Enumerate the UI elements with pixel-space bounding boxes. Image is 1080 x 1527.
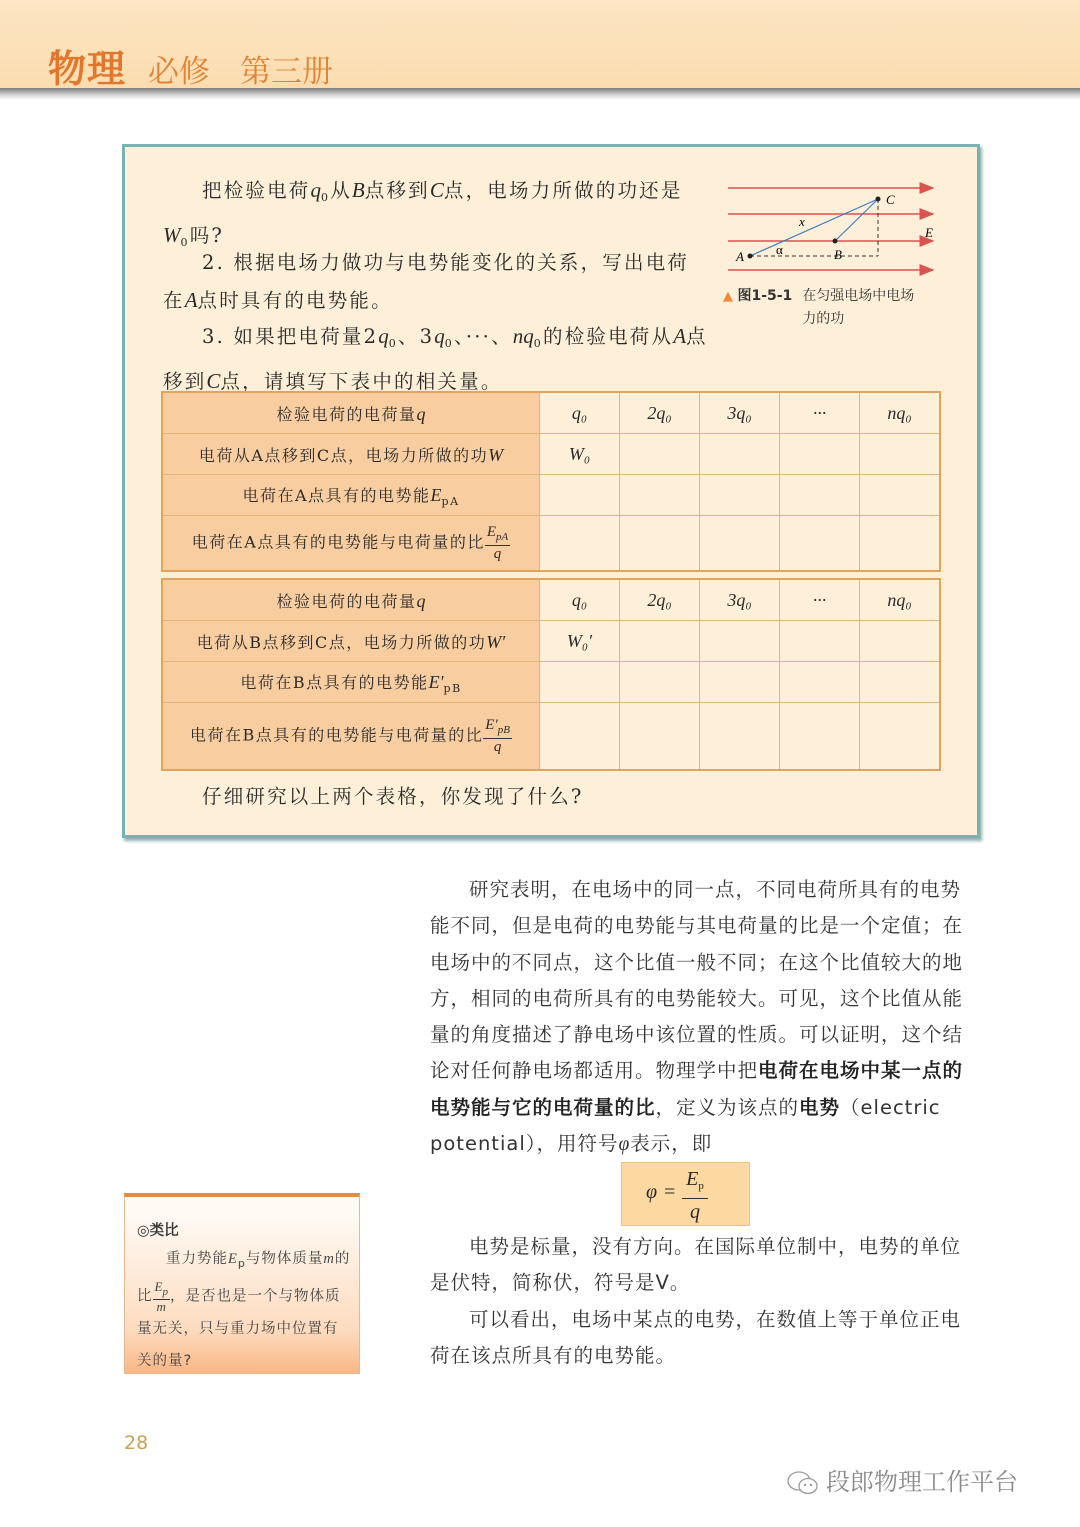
table-cell: q₀ bbox=[540, 579, 620, 621]
table-row: 电荷从A点移到C点，电场力所做的功W W₀ bbox=[162, 434, 940, 475]
potential-formula: φ = $E_p$ q bbox=[621, 1162, 750, 1226]
figure-caption-text: 在匀强电场中电场力的功 bbox=[802, 288, 915, 327]
book-title bbox=[48, 38, 333, 93]
wechat-icon bbox=[786, 1470, 820, 1496]
label-alpha: α bbox=[776, 242, 783, 257]
course-title: 必修 bbox=[148, 54, 211, 90]
table-cell bbox=[620, 516, 700, 572]
sidebox-title: ◎类比 bbox=[137, 1223, 179, 1239]
table-cell bbox=[860, 434, 941, 475]
main-paragraph-3: 可以看出，电场中某点的电势，在数值上等于单位正电荷在该点所具有的电势能。 bbox=[430, 1307, 962, 1367]
segment-AC bbox=[750, 199, 878, 256]
analogy-sidebox bbox=[124, 1193, 360, 1374]
point-C bbox=[876, 197, 881, 202]
table-cell bbox=[620, 434, 700, 475]
field-diagram bbox=[723, 177, 943, 282]
page-number: 28 bbox=[124, 1432, 149, 1454]
activity-para-1: 把检验电荷$q_0$从B点移到C点，电场力所做的功还是 $W_0$吗? bbox=[163, 178, 683, 249]
activity-question: 仔细研究以上两个表格，你发现了什么? bbox=[202, 785, 584, 808]
table-cell: ··· bbox=[780, 392, 860, 434]
table-cell: 3q₀ bbox=[700, 579, 780, 621]
table-row: 电荷在B点具有的电势能$E'_{pB}$ bbox=[162, 662, 940, 703]
table-cell bbox=[860, 475, 941, 516]
sidebox-body: 重力势能$E_p$与物体质量m的比 $\frac{E_p}{m}$ ，是否也是一个与物体质量无关，只与重力场中位置有关的量? bbox=[137, 1251, 351, 1369]
activity-para-2: 2. 根据电场力做功与电势能变化的关系，写出电荷在A点时具有的电势能。 bbox=[163, 251, 690, 312]
table-cell bbox=[540, 475, 620, 516]
activity-box bbox=[122, 144, 980, 838]
table-row: 电荷从B点移到C点，电场力所做的功W′ W₀′ bbox=[162, 621, 940, 662]
label-x: x bbox=[799, 214, 805, 229]
table-B-to-C bbox=[161, 578, 941, 771]
table-cell: nq₀ bbox=[860, 392, 941, 434]
table-cell bbox=[780, 516, 860, 572]
activity-para-3: 3. 如果把电荷量$2q_0$、$3q_0$、···、$nq_0$的检验电荷从A点移到C点，请填写下表中的相关量。 bbox=[163, 324, 708, 393]
table-cell bbox=[620, 621, 700, 662]
volume-title: 第三册 bbox=[240, 54, 334, 90]
table-cell bbox=[700, 475, 780, 516]
table-cell bbox=[780, 434, 860, 475]
table-cell bbox=[540, 662, 620, 703]
table-cell: W₀′ bbox=[540, 621, 620, 662]
watermark: 段郎物理工作平台 bbox=[786, 1462, 1018, 1497]
table-cell bbox=[860, 516, 941, 572]
table-cell bbox=[860, 662, 941, 703]
table-cell: nq₀ bbox=[860, 579, 941, 621]
table-cell bbox=[780, 621, 860, 662]
circle-bullet-icon: ◎ bbox=[137, 1223, 150, 1239]
segment-BC bbox=[835, 199, 878, 241]
figure-caption bbox=[723, 285, 914, 331]
table-cell bbox=[860, 621, 941, 662]
label-A: A bbox=[736, 249, 744, 264]
table-cell bbox=[620, 703, 700, 771]
table-cell bbox=[700, 434, 780, 475]
table-row: 电荷在A点具有的电势能$E_{pA}$ bbox=[162, 475, 940, 516]
fraction: $\frac{E_p}{m}$ bbox=[154, 1279, 168, 1314]
table-cell bbox=[620, 475, 700, 516]
table-cell: 2q₀ bbox=[620, 392, 700, 434]
label-B: B bbox=[834, 247, 842, 262]
table-cell: W₀ bbox=[540, 434, 620, 475]
main-body-text bbox=[430, 872, 980, 1163]
main-paragraph-1: 研究表明，在电场中的同一点，不同电荷所具有的电势能不同，但是电荷的电势能与其电荷量的比是一个定值；在电场中的不同点，这个比值一般不同；在这个比值较大的地方，相同的电荷所具有的电势能较大。可见，这个比值从能量的角度描述了静电场中该位置的性质。可以证明，这个结论对任何静电场都适用。物理学中把电荷在电场中某一点的电势能与它的电荷量的比，定义为该点的电势（electric potential），用符号φ表示，即 bbox=[430, 878, 964, 1156]
table-row: 电荷在A点具有的电势能与电荷量的比 $\frac{E_{pA}}{q}$ bbox=[162, 516, 940, 572]
table-cell bbox=[860, 703, 941, 771]
table-cell: ··· bbox=[780, 579, 860, 621]
point-B bbox=[833, 239, 838, 244]
fraction: $\frac{E_{pA}}{q}$ bbox=[486, 524, 509, 562]
table-cell: q₀ bbox=[540, 392, 620, 434]
table-cell bbox=[700, 703, 780, 771]
table-cell bbox=[780, 662, 860, 703]
table-row: 检验电荷的电荷量q q₀ 2q₀ 3q₀ ··· nq₀ bbox=[162, 392, 940, 434]
label-E: E bbox=[925, 225, 933, 240]
main-paragraph-2: 电势是标量，没有方向。在国际单位制中，电势的单位是伏特，简称伏，符号是V。 bbox=[430, 1235, 962, 1295]
table-row: 检验电荷的电荷量q q₀ 2q₀ 3q₀ ··· nq₀ bbox=[162, 579, 940, 621]
figure-number: 图1-5-1 bbox=[737, 288, 793, 304]
table-cell bbox=[700, 662, 780, 703]
table-cell bbox=[540, 516, 620, 572]
table-cell: 3q₀ bbox=[700, 392, 780, 434]
fraction: $\frac{E'_{pB}}{q}$ bbox=[485, 717, 510, 755]
subject-title: 物理 bbox=[48, 47, 127, 91]
table-cell bbox=[540, 703, 620, 771]
triangle-marker-icon: ▲ bbox=[723, 289, 733, 304]
table-A-to-C bbox=[161, 391, 941, 572]
figure-uniform-field bbox=[723, 177, 943, 337]
table-cell bbox=[780, 475, 860, 516]
table-cell bbox=[700, 516, 780, 572]
main-body-text-2 bbox=[430, 1229, 980, 1374]
label-C: C bbox=[886, 192, 895, 207]
table-row: 电荷在B点具有的电势能与电荷量的比 $\frac{E'_{pB}}{q}$ bbox=[162, 703, 940, 771]
table-cell bbox=[700, 621, 780, 662]
table-cell: 2q₀ bbox=[620, 579, 700, 621]
table-cell bbox=[620, 662, 700, 703]
table-cell bbox=[780, 703, 860, 771]
point-A bbox=[748, 254, 753, 259]
